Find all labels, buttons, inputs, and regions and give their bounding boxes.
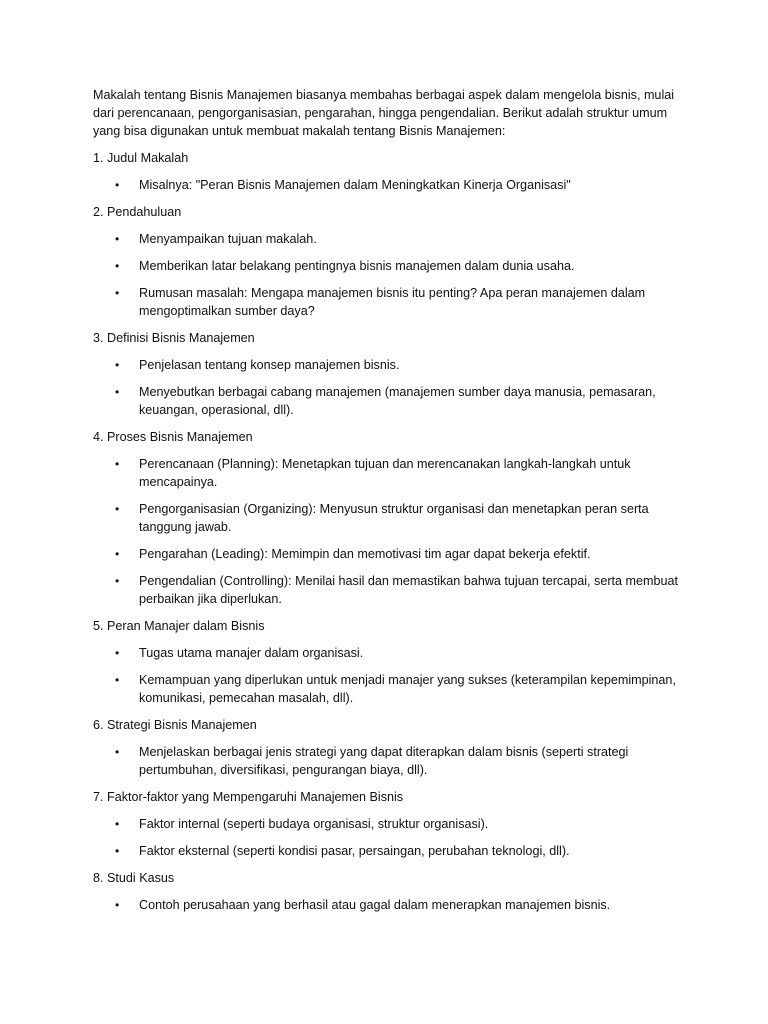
list-item-text: Menjelaskan berbagai jenis strategi yang dapat diterapkan dalam bisnis (seperti strategi pertumbuhan, diversifikasi, pengurangan biaya, dll).	[139, 745, 629, 777]
bullet-icon	[115, 383, 125, 401]
bullet-list	[93, 743, 683, 779]
bullet-icon	[115, 671, 125, 689]
bullet-icon	[115, 896, 125, 914]
bullet-icon	[115, 257, 125, 275]
bullet-icon	[115, 644, 125, 662]
bullet-list	[93, 896, 683, 914]
bullet-icon	[115, 500, 125, 518]
list-item-text: Pengendalian (Controlling): Menilai hasil dan memastikan bahwa tujuan tercapai, serta membuat perbaikan jika diperlukan.	[139, 574, 679, 606]
bullet-list	[93, 455, 683, 608]
bullet-icon	[115, 455, 125, 473]
bullet-list	[93, 356, 683, 419]
list-item-text: Kemampuan yang diperlukan untuk menjadi manajer yang sukses (keterampilan kepemimpinan, komunikasi, pemecahan masalah, dll).	[139, 673, 676, 705]
list-item	[93, 896, 683, 914]
bullet-icon	[115, 842, 125, 860]
list-item-text: Contoh perusahaan yang berhasil atau gagal dalam menerapkan manajemen bisnis.	[139, 898, 611, 912]
bullet-icon	[115, 284, 125, 302]
list-item	[93, 842, 683, 860]
section-heading: 8. Studi Kasus	[93, 871, 175, 885]
bullet-icon	[115, 545, 125, 563]
section-heading: 5. Peran Manajer dalam Bisnis	[93, 619, 265, 633]
bullet-icon	[115, 176, 125, 194]
list-item-text: Misalnya: "Peran Bisnis Manajemen dalam Meningkatkan Kinerja Organisasi"	[139, 178, 571, 192]
list-item-text: Perencanaan (Planning): Menetapkan tujuan dan merencanakan langkah-langkah untuk mencapainya.	[139, 457, 631, 489]
list-item-text: Faktor eksternal (seperti kondisi pasar, persaingan, perubahan teknologi, dll).	[139, 844, 570, 858]
section-list	[93, 149, 683, 914]
section-heading: 2. Pendahuluan	[93, 205, 182, 219]
section-heading: 7. Faktor-faktor yang Mempengaruhi Manajemen Bisnis	[93, 790, 404, 804]
list-item	[93, 671, 683, 707]
list-item	[93, 815, 683, 833]
bullet-list	[93, 176, 683, 194]
list-item	[93, 455, 683, 491]
list-item-text: Menyebutkan berbagai cabang manajemen (manajemen sumber daya manusia, pemasaran, keuangan, operasional, dll).	[139, 385, 656, 417]
list-item	[93, 383, 683, 419]
intro-paragraph: Makalah tentang Bisnis Manajemen biasanya membahas berbagai aspek dalam mengelola bisnis, mulai dari perencanaan, pengorganisasian, pengarahan, hingga pengendalian. Berikut adalah struktur umum yang bisa digunakan untuk membuat makalah tentang Bisnis Manajemen:	[93, 88, 675, 138]
list-item-text: Faktor internal (seperti budaya organisasi, struktur organisasi).	[139, 817, 489, 831]
bullet-list	[93, 815, 683, 860]
list-item-text: Rumusan masalah: Mengapa manajemen bisnis itu penting? Apa peran manajemen dalam mengoptimalkan sumber daya?	[139, 286, 646, 318]
bullet-icon	[115, 815, 125, 833]
list-item-text: Penjelasan tentang konsep manajemen bisnis.	[139, 358, 400, 372]
list-item	[93, 572, 683, 608]
section-heading: 3. Definisi Bisnis Manajemen	[93, 331, 255, 345]
list-item	[93, 257, 683, 275]
section-heading: 6. Strategi Bisnis Manajemen	[93, 718, 257, 732]
list-item	[93, 356, 683, 374]
list-item	[93, 284, 683, 320]
list-item	[93, 644, 683, 662]
list-item	[93, 230, 683, 248]
bullet-icon	[115, 743, 125, 761]
bullet-list	[93, 230, 683, 320]
bullet-icon	[115, 572, 125, 590]
list-item-text: Memberikan latar belakang pentingnya bisnis manajemen dalam dunia usaha.	[139, 259, 575, 273]
bullet-icon	[115, 356, 125, 374]
bullet-list	[93, 644, 683, 707]
list-item-text: Tugas utama manajer dalam organisasi.	[139, 646, 364, 660]
list-item	[93, 176, 683, 194]
list-item	[93, 500, 683, 536]
section-heading: 1. Judul Makalah	[93, 151, 189, 165]
list-item-text: Pengorganisasian (Organizing): Menyusun struktur organisasi dan menetapkan peran serta tanggung jawab.	[139, 502, 649, 534]
list-item-text: Pengarahan (Leading): Memimpin dan memotivasi tim agar dapat bekerja efektif.	[139, 547, 591, 561]
list-item	[93, 743, 683, 779]
section-heading: 4. Proses Bisnis Manajemen	[93, 430, 253, 444]
document-body	[93, 86, 683, 923]
list-item-text: Menyampaikan tujuan makalah.	[139, 232, 317, 246]
bullet-icon	[115, 230, 125, 248]
list-item	[93, 545, 683, 563]
